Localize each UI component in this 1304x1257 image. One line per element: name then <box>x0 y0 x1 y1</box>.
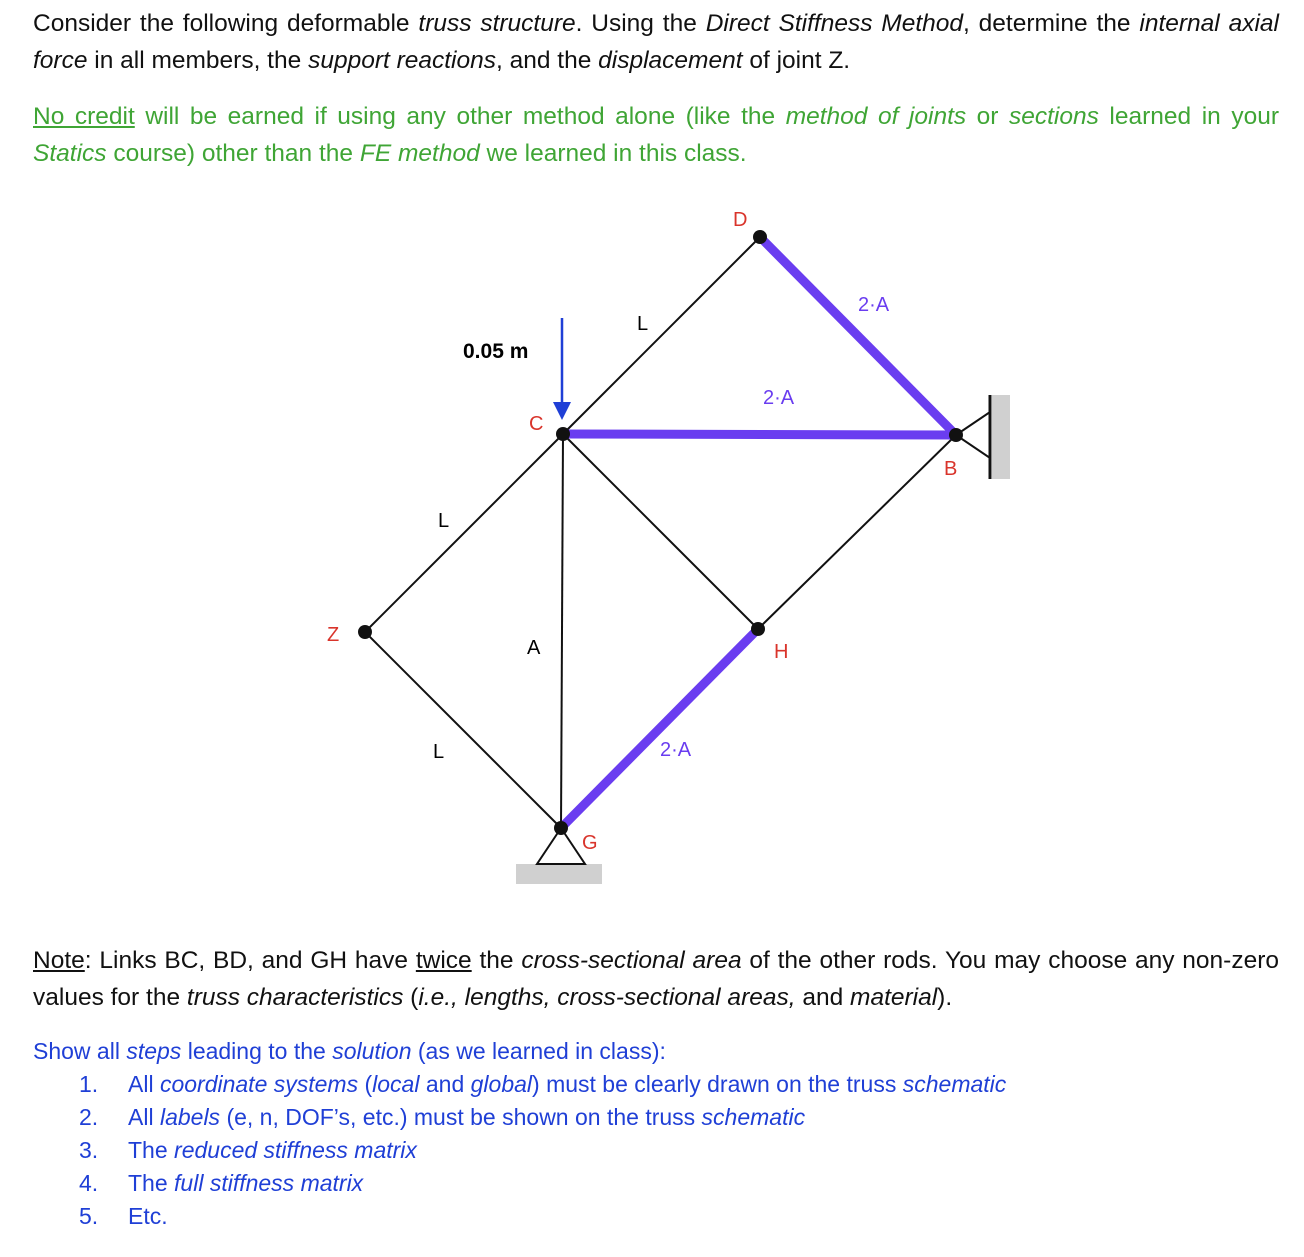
member-ZG <box>365 632 561 828</box>
area-label-BC: 2·A <box>763 387 795 409</box>
node-label-C: C <box>529 413 544 435</box>
node-label-B: B <box>944 458 958 480</box>
member-BC <box>563 434 956 435</box>
node-label-G: G <box>582 832 598 854</box>
steps-list <box>33 1068 1006 1233</box>
node-label-D: D <box>733 209 748 231</box>
length-label-ZG: L <box>433 741 445 763</box>
note-paragraph: Note: Links BC, BD, and GH have twice the cross-sectional area of the other rods. You may choose any non-zero values for the truss characteristics (i.e., lengths, cross-sectional areas, and material). <box>33 947 1279 1011</box>
displacement-label: 0.05 m <box>463 340 529 363</box>
length-label-CD: L <box>637 313 649 335</box>
wall-support <box>992 395 1010 479</box>
list-item: 1. All coordinate systems (local and global) must be clearly drawn on the truss schematic <box>79 1071 1007 1097</box>
joint-C <box>556 427 570 441</box>
member-CD <box>563 237 760 434</box>
joint-Z <box>358 625 372 639</box>
joint-G <box>554 821 568 835</box>
problem-statement: Consider the following deformable truss structure. Using the Direct Stiffness Method, determine the internal axial force in all members, the support reactions, and the displacement of joint Z. <box>33 10 1279 74</box>
length-label-CZ: L <box>438 510 450 532</box>
node-label-A: A <box>527 637 541 659</box>
joint-B <box>949 428 963 442</box>
list-item: 3. The reduced stiffness matrix <box>79 1137 417 1163</box>
member-GH <box>561 629 758 828</box>
member-CZ <box>365 434 563 632</box>
list-item: 4. The full stiffness matrix <box>79 1170 364 1196</box>
joint-D <box>753 230 767 244</box>
ground-support <box>516 864 602 884</box>
list-item: 2. All labels (e, n, DOF’s, etc.) must be shown on the truss schematic <box>79 1104 806 1130</box>
member-CH <box>563 434 758 629</box>
member-CG <box>561 434 563 828</box>
node-label-H: H <box>774 641 789 663</box>
area-label-GH: 2·A <box>660 739 692 761</box>
area-label-BD: 2·A <box>858 294 890 316</box>
member-HB <box>758 435 956 629</box>
no-credit-warning: No credit will be earned if using any other method alone (like the method of joints or sections learned in your Statics course) other than the FE method we learned in this class. <box>33 103 1279 167</box>
list-item: 5. Etc. <box>79 1203 168 1229</box>
steps-heading: Show all steps leading to the solution (as we learned in class): <box>33 1038 666 1064</box>
node-label-Z: Z <box>327 624 340 646</box>
displacement-arrow-head <box>553 402 571 420</box>
joint-H <box>751 622 765 636</box>
